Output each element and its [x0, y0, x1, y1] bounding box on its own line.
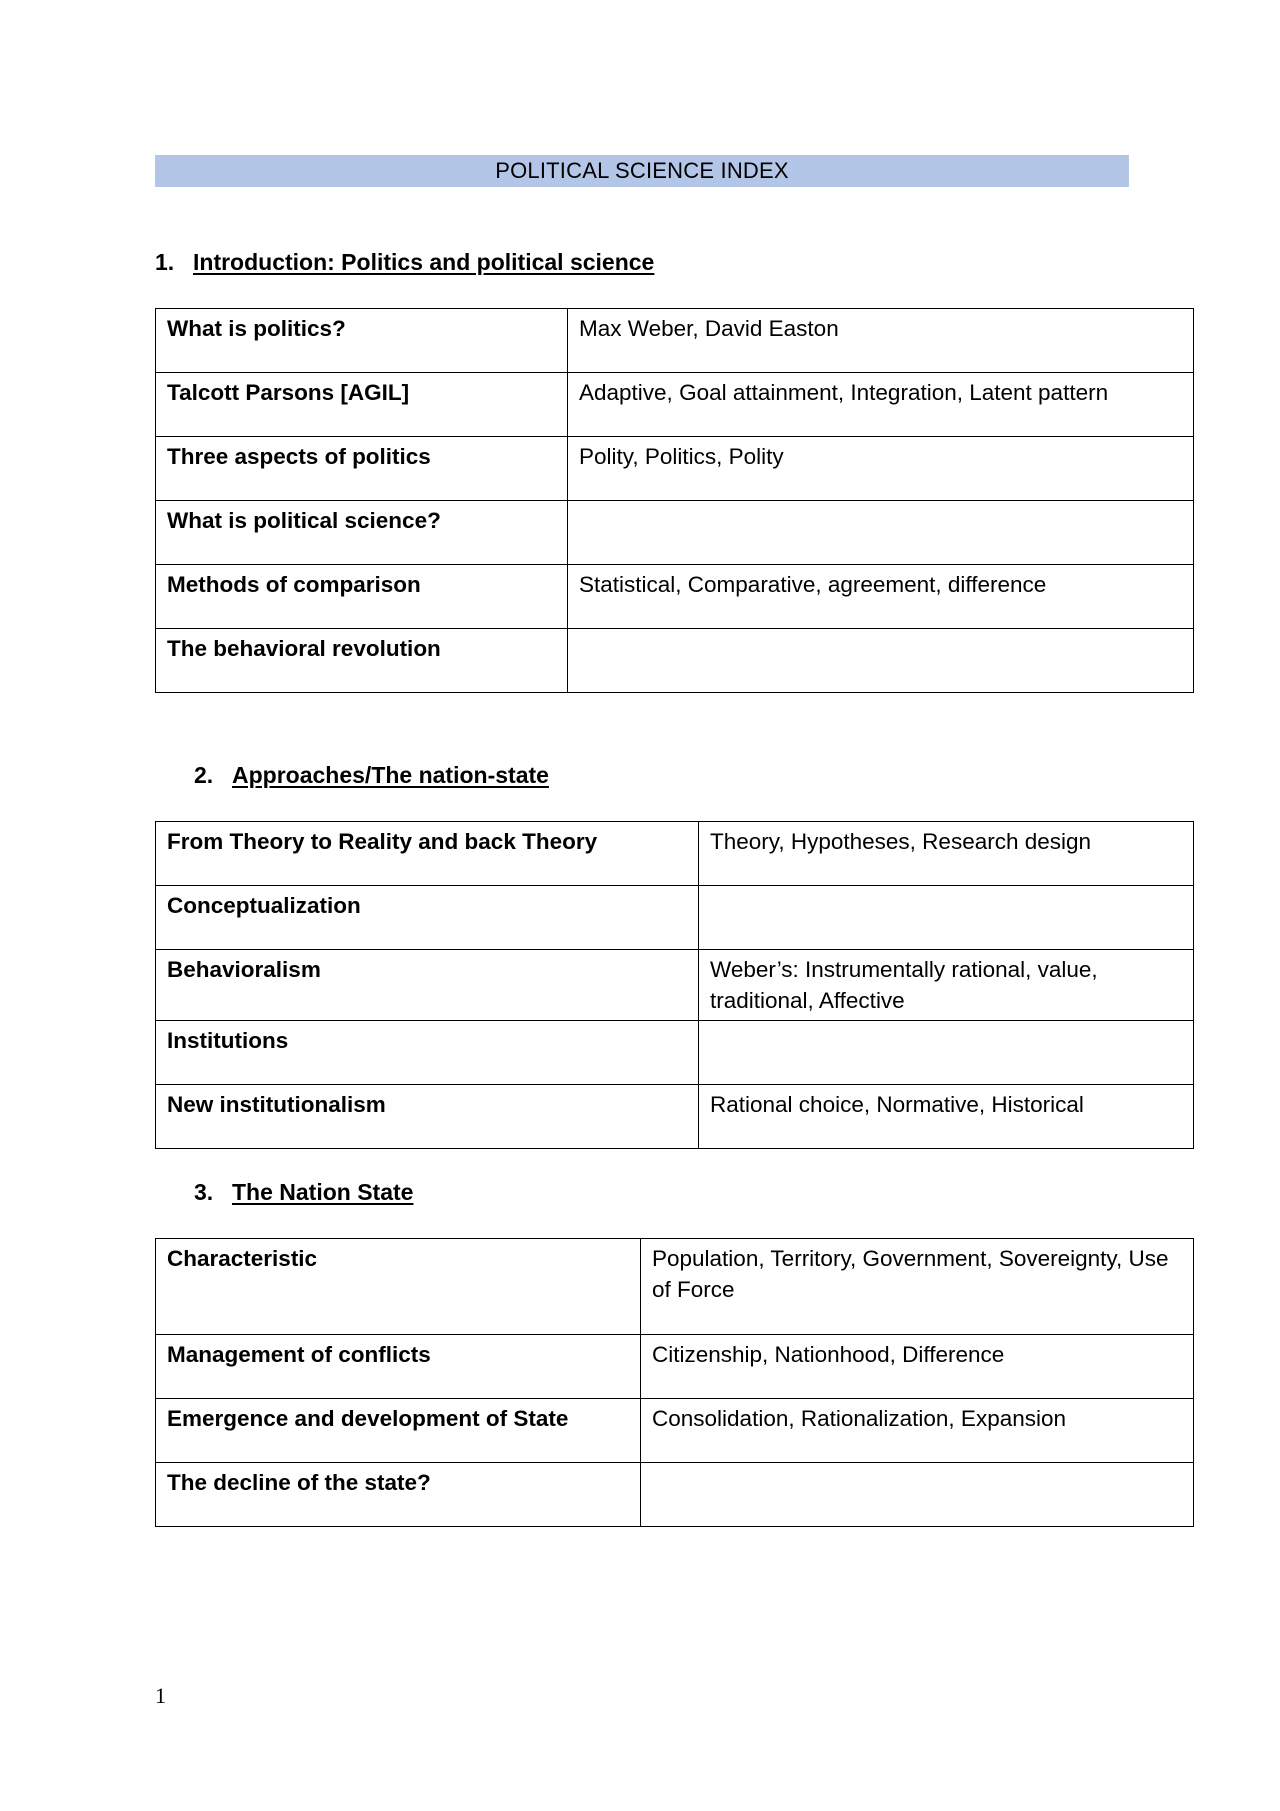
row-label: Methods of comparison	[156, 565, 568, 629]
section-title: Approaches/The nation-state	[232, 761, 549, 788]
table-row	[156, 950, 1194, 1021]
row-label: What is politics?	[156, 309, 568, 373]
row-value: Adaptive, Goal attainment, Integration, Latent pattern	[568, 373, 1194, 437]
row-value: Consolidation, Rationalization, Expansion	[641, 1399, 1194, 1463]
row-label: From Theory to Reality and back Theory	[156, 822, 699, 886]
table-row	[156, 1021, 1194, 1085]
document-title: POLITICAL SCIENCE INDEX	[495, 158, 789, 183]
table-row	[156, 309, 1194, 373]
section-heading-3	[194, 1174, 413, 1210]
table-row	[156, 501, 1194, 565]
section-number: 3.	[194, 1178, 214, 1205]
row-label: New institutionalism	[156, 1085, 699, 1149]
row-label: Institutions	[156, 1021, 699, 1085]
row-value: Max Weber, David Easton	[568, 309, 1194, 373]
row-label: Characteristic	[156, 1239, 641, 1335]
table-row	[156, 373, 1194, 437]
row-label: Talcott Parsons [AGIL]	[156, 373, 568, 437]
row-label: Three aspects of politics	[156, 437, 568, 501]
row-value: Population, Territory, Government, Sovereignty, Use of Force	[641, 1239, 1194, 1335]
row-label: Emergence and development of State	[156, 1399, 641, 1463]
row-value: Rational choice, Normative, Historical	[699, 1085, 1194, 1149]
section-table-1	[155, 308, 1194, 693]
row-value: Polity, Politics, Polity	[568, 437, 1194, 501]
title-banner	[155, 155, 1129, 187]
section-heading-2	[194, 757, 549, 793]
table-row	[156, 437, 1194, 501]
row-value: Statistical, Comparative, agreement, difference	[568, 565, 1194, 629]
table-row	[156, 1335, 1194, 1399]
row-label: The decline of the state?	[156, 1463, 641, 1527]
row-value: Theory, Hypotheses, Research design	[699, 822, 1194, 886]
section-table-3	[155, 1238, 1194, 1527]
row-value	[568, 629, 1194, 693]
section-heading-1	[155, 244, 654, 280]
row-value: Citizenship, Nationhood, Difference	[641, 1335, 1194, 1399]
section-table-2	[155, 821, 1194, 1149]
row-label: Management of conflicts	[156, 1335, 641, 1399]
table-row	[156, 1239, 1194, 1335]
row-value: Weber’s: Instrumentally rational, value, traditional, Affective	[699, 950, 1194, 1021]
page-number: 1	[155, 1683, 166, 1708]
table-row	[156, 1463, 1194, 1527]
table-row	[156, 629, 1194, 693]
row-value	[699, 1021, 1194, 1085]
row-label: Behavioralism	[156, 950, 699, 1021]
table-row	[156, 1085, 1194, 1149]
table-row	[156, 822, 1194, 886]
row-label: What is political science?	[156, 501, 568, 565]
row-label: Conceptualization	[156, 886, 699, 950]
section-number: 2.	[194, 761, 214, 788]
table-row	[156, 565, 1194, 629]
table-row	[156, 886, 1194, 950]
row-value	[568, 501, 1194, 565]
row-label: The behavioral revolution	[156, 629, 568, 693]
section-title: The Nation State	[232, 1178, 414, 1205]
section-number: 1.	[155, 248, 175, 275]
table-row	[156, 1399, 1194, 1463]
row-value	[699, 886, 1194, 950]
section-title: Introduction: Politics and political science	[193, 248, 655, 275]
row-value	[641, 1463, 1194, 1527]
